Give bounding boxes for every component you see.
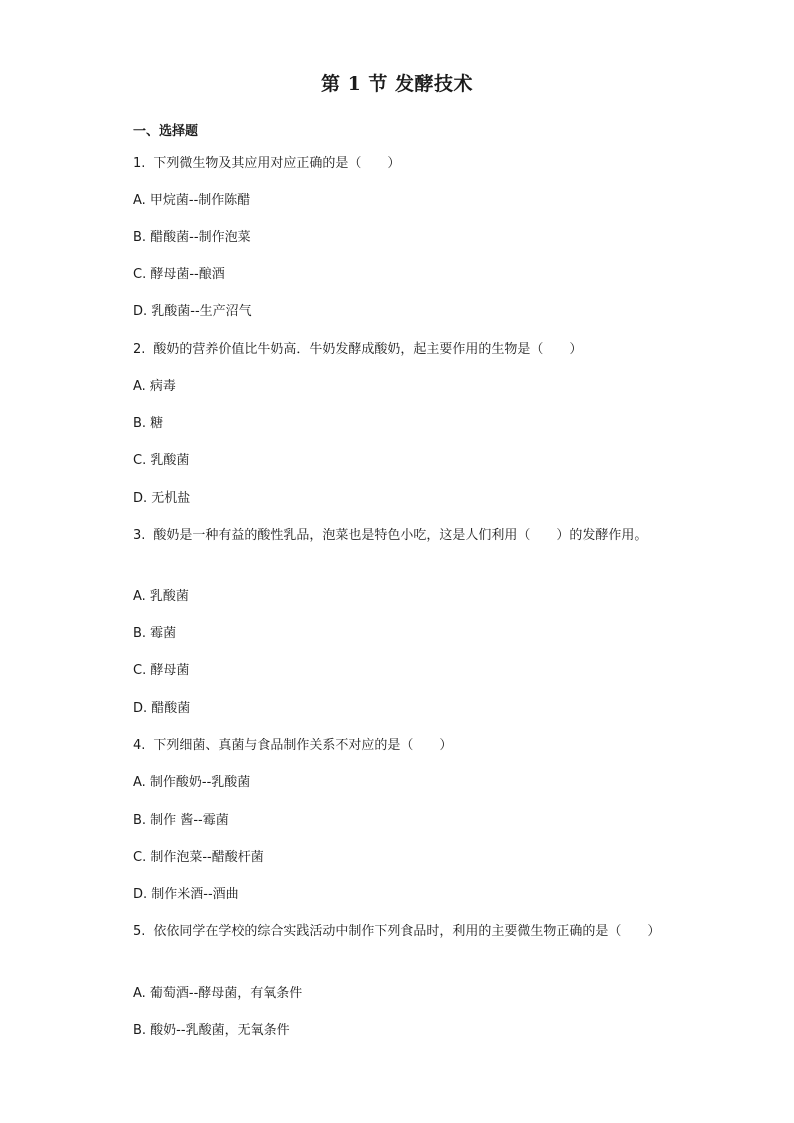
question-number: 1. (133, 156, 146, 171)
question-2-option-c: C. 乳酸菌 (133, 453, 190, 468)
question-4-option-b: B. 制作 酱--霉菌 (133, 813, 229, 828)
question-1-option-d: D. 乳酸菌--生产沼气 (133, 304, 252, 319)
question-4-option-d: D. 制作米酒--酒曲 (133, 887, 239, 902)
question-text: 下列细菌、真菌与食品制作关系不对应的是（ ） (153, 738, 453, 753)
question-2-option-b: B. 糖 (133, 416, 164, 431)
question-2-option-a: A. 病毒 (133, 379, 176, 394)
question-1-option-b: B. 醋酸菌--制作泡菜 (133, 230, 251, 245)
question-5-stem (133, 921, 663, 943)
question-3-option-a: A. 乳酸菌 (133, 589, 189, 604)
question-3-stem (133, 525, 663, 547)
question-2-stem (133, 339, 582, 361)
question-text: 依依同学在学校的综合实践活动中制作下列食品时，利用的主要微生物正确的是（ ） (153, 924, 661, 939)
question-text: 酸奶的营养价值比牛奶高．牛奶发酵成酸奶，起主要作用的生物是（ ） (153, 342, 583, 357)
question-3-option-b: B. 霉菌 (133, 626, 177, 641)
question-text: 酸奶是一种有益的酸性乳品，泡菜也是特色小吃，这是人们利用（ ）的发酵作用。 (153, 528, 648, 543)
question-number: 5. (133, 924, 146, 939)
question-number: 2. (133, 342, 146, 357)
question-text: 下列微生物及其应用对应正确的是（ ） (153, 156, 401, 171)
question-2-option-d: D. 无机盐 (133, 491, 191, 506)
question-5-option-b: B. 酸奶--乳酸菌，无氧条件 (133, 1023, 290, 1038)
question-3-option-d: D. 醋酸菌 (133, 701, 191, 716)
question-1-option-c: C. 酵母菌--酿酒 (133, 267, 225, 282)
question-4-stem (133, 735, 452, 757)
question-number: 3. (133, 528, 146, 543)
question-1-option-a: A. 甲烷菌--制作陈醋 (133, 193, 251, 208)
question-4-option-a: A. 制作酸奶--乳酸菌 (133, 775, 251, 790)
question-4-option-c: C. 制作泡菜--醋酸杆菌 (133, 850, 264, 865)
section-heading: 一、选择题 (133, 124, 199, 139)
question-1-stem (133, 153, 400, 175)
question-3-option-c: C. 酵母菌 (133, 663, 190, 678)
question-5-option-a: A. 葡萄酒--酵母菌，有氧条件 (133, 986, 303, 1001)
question-number: 4. (133, 738, 146, 753)
page-title: 第 1 节 发酵技术 (320, 73, 474, 95)
